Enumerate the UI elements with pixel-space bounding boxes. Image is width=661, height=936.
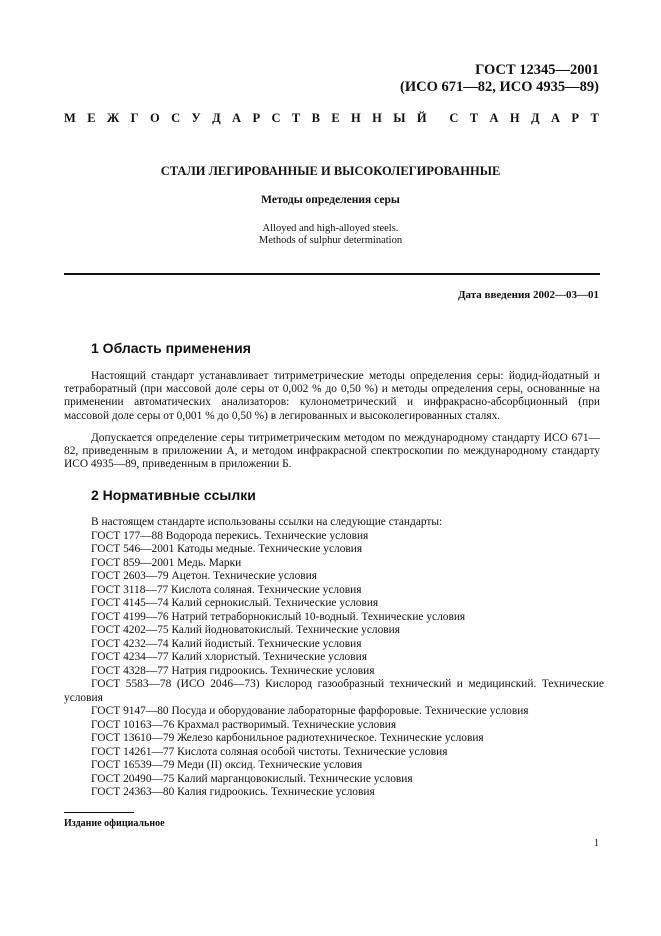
reference-item: ГОСТ 2603—79 Ацетон. Технические условия — [91, 570, 317, 582]
section1-heading: 1 Область применения — [91, 340, 251, 356]
standard-number: ГОСТ 12345—2001 — [475, 62, 599, 78]
reference-item: ГОСТ 24363—80 Калия гидроокись. Технические условия — [91, 786, 375, 798]
reference-item: ГОСТ 9147—80 Посуда и оборудование лабораторные фарфоровые. Технические условия — [91, 705, 529, 717]
banner-letter: С — [171, 111, 181, 125]
banner-letter: Е — [87, 111, 96, 125]
banner-letter: Д — [531, 111, 540, 125]
english-title-line2: Methods of sulphur determination — [258, 235, 403, 246]
banner-letter: Т — [291, 111, 301, 125]
title-divider — [64, 273, 600, 275]
banner-letter: Й — [416, 111, 427, 125]
reference-item: ГОСТ 4199—76 Натрий тетраборнокислый 10-водный. Технические условия — [91, 610, 466, 623]
banner-letter: У — [191, 111, 201, 125]
reference-item: ГОСТ 16539—79 Меди (II) оксид. Технические условия — [91, 759, 363, 771]
introduction-date: Дата введения 2002—03—01 — [457, 289, 599, 301]
banner-letter: Н — [372, 111, 382, 125]
section1-paragraph1: Настоящий стандарт устанавливает титриметрические методы определения серы: йодид-йодатный и тетраборатный (при массовой доле серы от 0,002 % до 0,50 %) и методы определения серы, основанные на применении автоматических анализаторов: кулонометрический и инфракрасно-абсорбционный (при массовой доле серы от 0,001 % до 0,50 %) в легированных и высоколегированных сталях. — [64, 370, 600, 422]
footer-divider — [64, 812, 134, 813]
reference-item: ГОСТ 4328—77 Натрия гидроокись. Технические условия — [91, 664, 375, 677]
reference-item: ГОСТ 10163—76 Крахмал растворимый. Технические условия — [91, 718, 397, 731]
reference-item: ГОСТ 5583—78 (ИСО 2046—73) Кислород газообразный технический и медицинский. Технические условия — [64, 678, 604, 704]
official-edition-label: Издание официальное — [64, 818, 165, 829]
banner-letter: А — [489, 111, 499, 125]
banner-letter: Ы — [393, 111, 406, 125]
document-title: СТАЛИ ЛЕГИРОВАННЫЕ И ВЫСОКОЛЕГИРОВАННЫЕ — [160, 164, 501, 178]
iso-reference: (ИСО 671—82, ИСО 4935—89) — [400, 79, 599, 95]
banner-letter: Т — [469, 111, 479, 125]
reference-item: ГОСТ 4145—74 Калий сернокислый. Технические условия — [91, 597, 379, 609]
english-title — [0, 223, 661, 247]
reference-item: ГОСТ 859—2001 Медь. Марки — [91, 556, 242, 569]
references-lead: В настоящем стандарте использованы ссылки на следующие стандарты: — [91, 516, 443, 528]
section2-heading: 2 Нормативные ссылки — [91, 487, 256, 503]
reference-item: ГОСТ 4202—75 Калий йодноватокислый. Технические условия — [91, 624, 400, 636]
banner-letter: Г — [130, 111, 139, 125]
reference-item: ГОСТ 14261—77 Кислота соляная особой чистоты. Технические условия — [91, 745, 448, 758]
banner-letter: О — [149, 111, 160, 125]
banner-letter: Р — [571, 111, 580, 125]
banner-letter: Д — [212, 111, 221, 125]
reference-item: ГОСТ 4234—77 Калий хлористый. Технические условия — [91, 651, 367, 663]
banner-letter: Е — [331, 111, 340, 125]
banner-letter: Т — [590, 111, 599, 125]
reference-item: ГОСТ 20490—75 Калий марганцовокислый. Технические условия — [91, 772, 413, 785]
banner-letter: Н — [351, 111, 361, 125]
reference-item: ГОСТ 546—2001 Катоды медные. Технические условия — [91, 543, 363, 555]
banner-letter: С — [271, 111, 281, 125]
reference-item: ГОСТ 4232—74 Калий йодистый. Технические условия — [91, 637, 362, 650]
section1-paragraph2: Допускается определение серы титриметрическим методом по международному стандарту ИСО 671—82, приведенным в приложении А, и методом инфракрасной спектроскопии по международному стандарту ИСО 4935—89, приведенным в приложении Б. — [64, 432, 600, 471]
document-subtitle: Методы определения серы — [261, 194, 400, 206]
references-list — [64, 516, 604, 800]
banner-letter: С — [449, 111, 459, 125]
banner-letter: В — [311, 111, 320, 125]
reference-item: ГОСТ 13610—79 Железо карбонильное радиотехническое. Технические условия — [91, 732, 484, 744]
banner-letter: А — [551, 111, 561, 125]
reference-item: ГОСТ 177—88 Водорода перекись. Технические условия — [91, 529, 369, 542]
english-title-line1: Alloyed and high-alloyed steels. — [262, 223, 399, 234]
page-number: 1 — [594, 838, 599, 849]
reference-item: ГОСТ 3118—77 Кислота соляная. Технические условия — [91, 583, 362, 596]
banner-letter: Ж — [106, 111, 120, 125]
interstate-standard-banner — [64, 111, 599, 126]
banner-letter: Н — [509, 111, 520, 125]
banner-letter: М — [64, 111, 76, 125]
banner-letter: Р — [252, 111, 261, 125]
banner-letter: А — [232, 111, 242, 125]
